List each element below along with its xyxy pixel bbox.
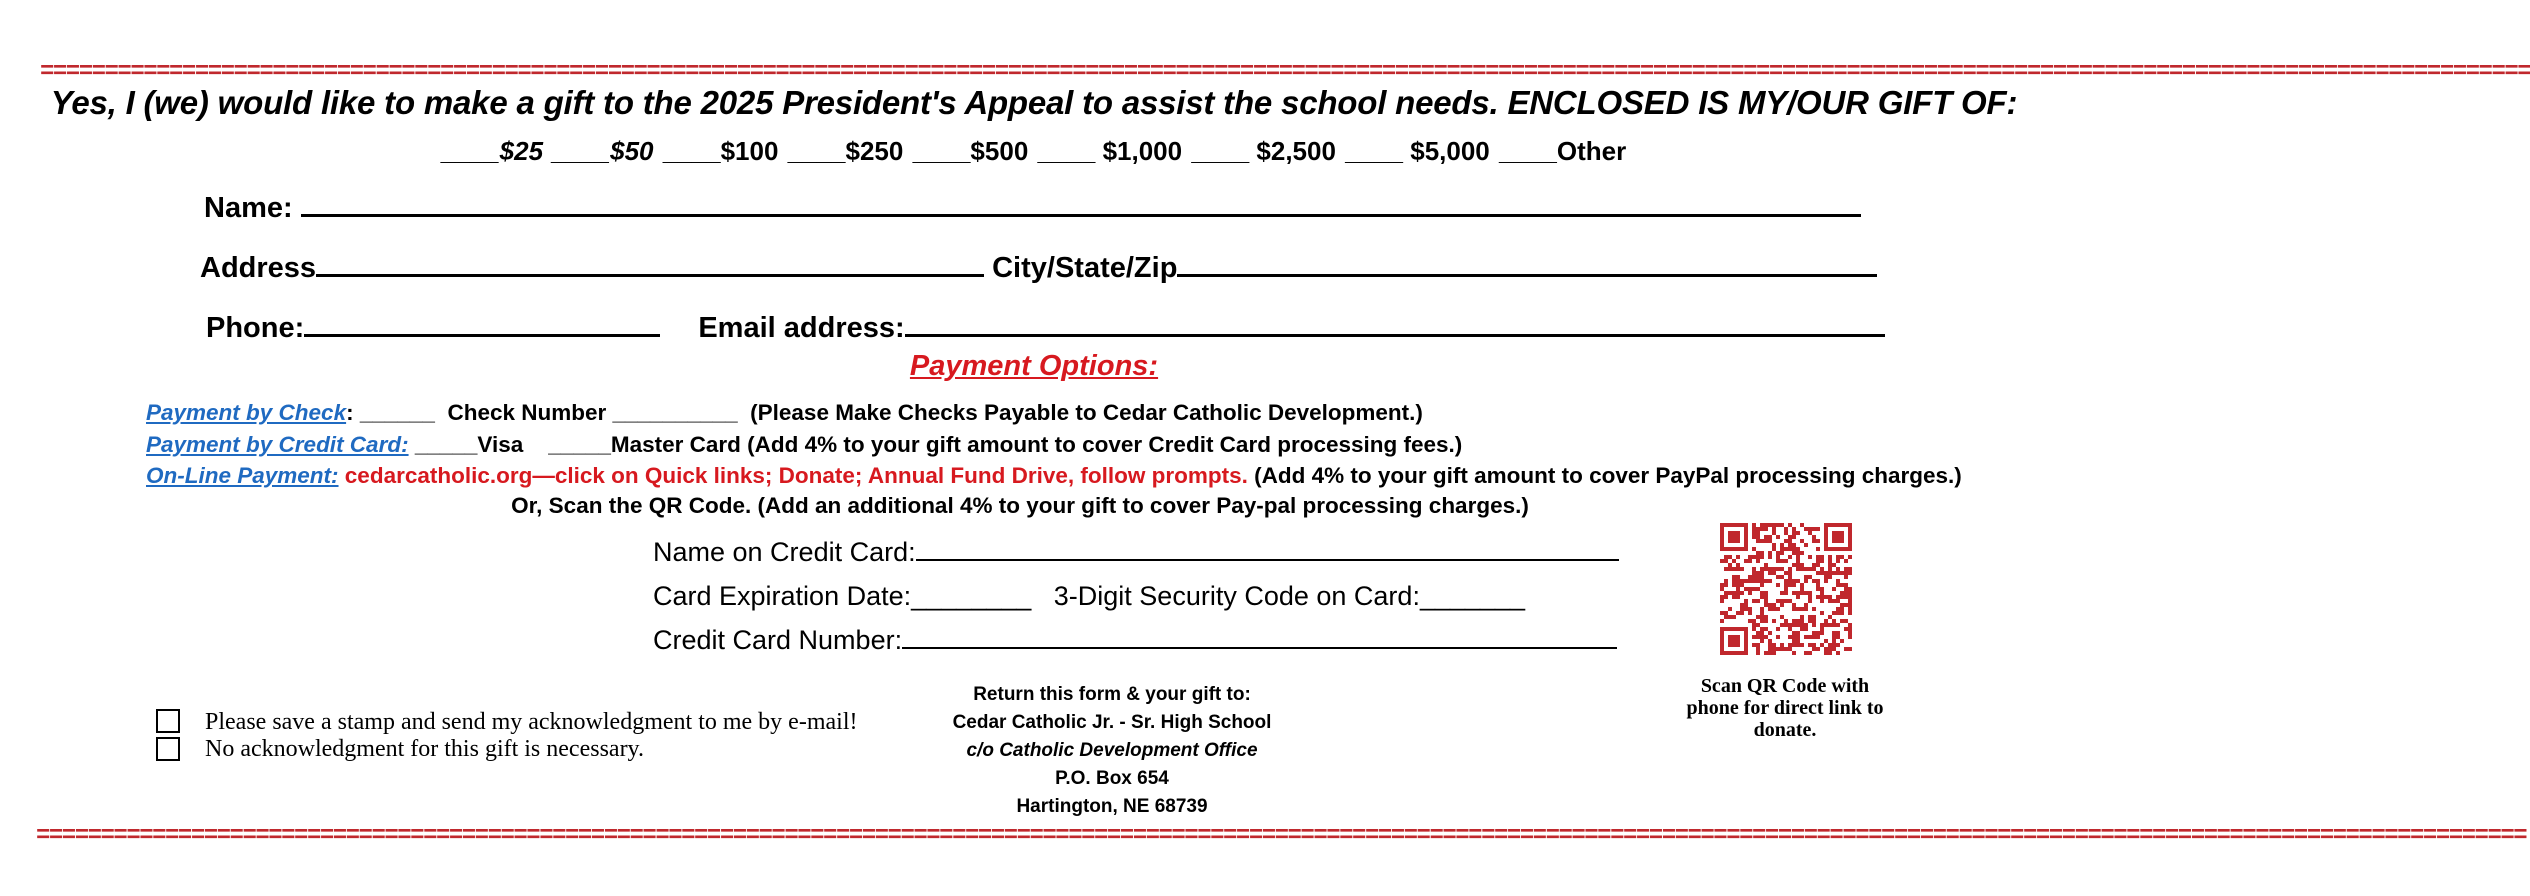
online-payment-link[interactable]: On-Line Payment:	[146, 463, 339, 488]
amount-50[interactable]: ____$50	[552, 136, 654, 166]
ack-none-checkbox[interactable]	[156, 737, 180, 761]
payment-by-check-link[interactable]: Payment by Check	[146, 400, 347, 425]
amount-500[interactable]: ____$500	[912, 136, 1029, 166]
name-row	[204, 190, 1861, 225]
check-payment-line	[146, 400, 1423, 426]
return-po-box: P.O. Box 654	[1055, 768, 1169, 789]
card-number-label: Credit Card Number:	[653, 625, 903, 655]
appeal-headline: Yes, I (we) would like to make a gift to the 2025 President's Appeal to assist the school needs. ENCLOSED IS MY/OUR GIFT OF:	[50, 84, 2018, 121]
name-field[interactable]	[301, 190, 1861, 217]
name-label: Name:	[204, 192, 293, 224]
online-note: (Add 4% to your gift amount to cover PayPal processing charges.)	[1254, 463, 1962, 488]
visa-option[interactable]: _____Visa	[408, 432, 524, 457]
phone-email-row	[206, 310, 1885, 345]
bottom-divider: =================================================================================================================================================================================================	[36, 823, 2527, 850]
return-city: Hartington, NE 68739	[1016, 796, 1208, 817]
master-card-option[interactable]: _____Master Card	[548, 432, 741, 457]
qr-caption-line-3: donate.	[1753, 719, 1817, 741]
card-expiration-label: Card Expiration Date:	[653, 581, 912, 611]
email-label: Email address:	[698, 312, 905, 344]
address-field[interactable]	[316, 250, 984, 277]
ack-none-label: No acknowledgment for this gift is necessary.	[205, 736, 644, 762]
credit-payment-line	[146, 432, 1462, 458]
city-state-zip-field[interactable]	[1177, 250, 1877, 277]
return-line-1: Return this form & your gift to:	[973, 684, 1251, 705]
amount-other[interactable]: ____Other	[1499, 136, 1627, 166]
amount-5000[interactable]: ____ $5,000	[1345, 136, 1490, 166]
city-state-zip-label: City/State/Zip	[992, 252, 1178, 284]
address-label: Address	[200, 252, 317, 284]
security-code-label: 3-Digit Security Code on Card:	[1053, 581, 1420, 611]
qr-caption-line-1: Scan QR Code with	[1700, 675, 1870, 697]
card-expiration-field[interactable]: ________	[911, 581, 1032, 611]
card-name-label: Name on Credit Card:	[653, 537, 916, 567]
qr-caption-line-2: phone for direct link to	[1686, 697, 1884, 719]
amount-1000[interactable]: ____ $1,000	[1037, 136, 1183, 166]
ack-email-label: Please save a stamp and send my acknowledgment to me by e-mail!	[205, 709, 858, 735]
return-address	[912, 681, 1312, 821]
amount-250[interactable]: ____$250	[787, 136, 904, 166]
security-code-field[interactable]: _______	[1419, 581, 1526, 611]
check-colon: :	[346, 400, 354, 425]
card-name-row	[653, 537, 1619, 568]
email-field[interactable]	[905, 310, 1885, 337]
gift-amount-options	[0, 136, 2068, 167]
check-number-field[interactable]: Check Number __________	[447, 400, 738, 425]
payment-by-credit-card-link[interactable]: Payment by Credit Card:	[146, 432, 409, 457]
address-row	[200, 250, 1877, 285]
return-school-name: Cedar Catholic Jr. - Sr. High School	[952, 712, 1272, 733]
card-number-field[interactable]	[902, 627, 1617, 649]
payment-options-title: Payment Options:	[909, 350, 1159, 382]
online-instructions: cedarcatholic.org—click on Quick links; Donate; Annual Fund Drive, follow prompts.	[344, 463, 1248, 488]
online-payment-line	[146, 463, 1962, 489]
amount-100[interactable]: ____$100	[662, 136, 779, 166]
card-exp-row	[653, 581, 1525, 612]
card-name-field[interactable]	[916, 539, 1619, 561]
card-number-row	[653, 625, 1617, 656]
amount-25[interactable]: ____$25	[441, 136, 544, 166]
qr-code-image[interactable]	[1720, 523, 1852, 655]
ack-email-checkbox[interactable]	[156, 709, 180, 733]
phone-label: Phone:	[206, 312, 305, 344]
check-note: (Please Make Checks Payable to Cedar Catholic Development.)	[750, 400, 1423, 425]
return-office: c/o Catholic Development Office	[966, 740, 1258, 761]
qr-caption	[1640, 675, 1930, 741]
phone-field[interactable]	[304, 310, 660, 337]
amount-2500[interactable]: ____ $2,500	[1191, 136, 1336, 166]
credit-card-note: (Add 4% to your gift amount to cover Credit Card processing fees.)	[747, 432, 1463, 457]
top-divider: =================================================================================================================================================================================================	[40, 59, 2530, 86]
check-blank[interactable]: ______	[353, 400, 435, 425]
qr-payment-note: Or, Scan the QR Code. (Add an additional 4% to your gift to cover Pay-pal processing charges.)	[511, 493, 1529, 518]
